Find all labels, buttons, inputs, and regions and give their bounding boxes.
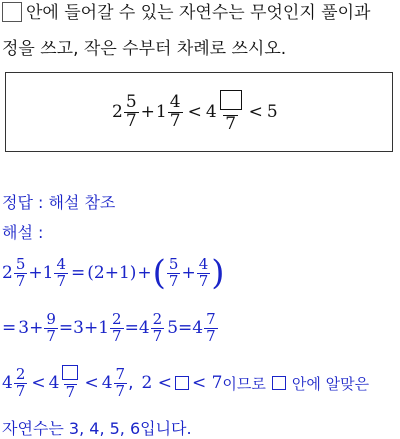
question-line-1 [2, 2, 370, 24]
blank-square-icon [272, 376, 286, 390]
problem-fraction-1: $\frac{5}{7}$ [125, 91, 137, 131]
answer-line: 정답 : 해설 참조 [2, 193, 116, 212]
blank-square-icon [175, 376, 189, 390]
explanation-label: 해설 : [2, 223, 44, 242]
problem-rhs: 5 [266, 102, 278, 122]
question-line-2: 정을 쓰고, 작은 수부터 차례로 쓰시오. [2, 39, 287, 59]
question-line-1-text: 안에 들어갈 수 있는 자연수는 무엇인지 풀이과 [26, 3, 371, 23]
less-than-sign: < [187, 102, 202, 122]
explanation-line-3: 4 $\frac{2}{7}$ < 4 7 < 4 $\frac{7}{7}$ , 2 < < 7 이므로 안에 알맞은 [2, 364, 370, 401]
problem-whole-2: 1 [155, 102, 167, 122]
explanation-line-1: 2 $\frac{5}{7}$ + 1 $\frac{4}{7}$ = (2+1) + ( $\frac{5}{7}$ + $\frac{4}{7}$ ) [2, 253, 225, 293]
blank-square-icon [62, 365, 78, 380]
explanation-line-2: = 3 + $\frac{9}{7}$ = 3 + 1 $\frac{2}{7}$ = 4 $\frac{2}{7}$ 5 = 4 $\frac{7}{7}$ [2, 309, 216, 345]
problem-fraction-2: $\frac{4}{7}$ [169, 91, 181, 131]
problem-expression [112, 87, 278, 137]
problem-fraction-blank: 7 [218, 90, 244, 134]
blank-square-icon [220, 90, 242, 110]
final-answer-line: 자연수는 3, 4, 5, 6입니다. [2, 419, 192, 438]
blank-square-icon [2, 2, 22, 22]
problem-whole-3: 4 [205, 102, 217, 122]
plus-sign: + [140, 102, 155, 122]
less-than-sign: < [248, 102, 263, 122]
problem-whole-1: 2 [112, 102, 123, 122]
